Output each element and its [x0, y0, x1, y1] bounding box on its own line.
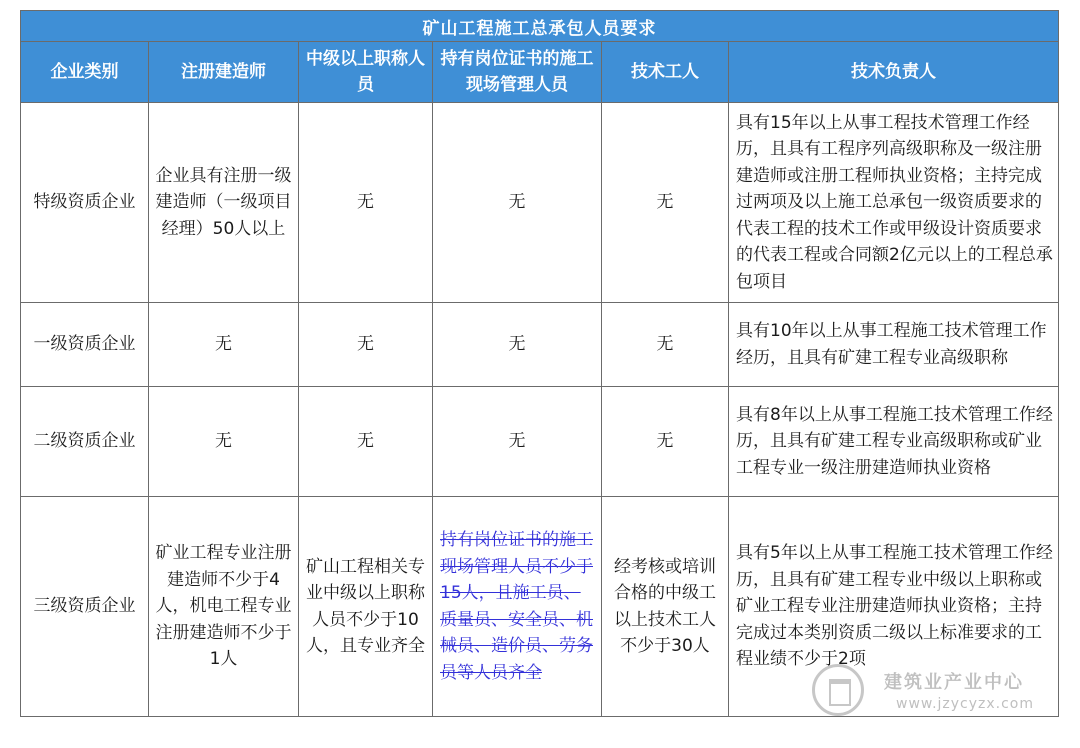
- table-row: [21, 103, 1059, 303]
- cell-workers: 无: [602, 303, 729, 387]
- cell-tech-lead: 具有10年以上从事工程施工技术管理工作经历，且具有矿建工程专业高级职称: [729, 303, 1059, 387]
- header-workers: 技术工人: [602, 42, 729, 103]
- cell-mid-title: 矿山工程相关专业中级以上职称人员不少于10人，且专业齐全: [299, 497, 433, 717]
- table-title-row: [21, 11, 1059, 42]
- cell-mid-title: 无: [299, 103, 433, 303]
- cell-category: 一级资质企业: [21, 303, 149, 387]
- watermark-name: 建筑业产业中心: [884, 672, 1024, 693]
- header-tech-lead: 技术负责人: [729, 42, 1059, 103]
- requirements-table-wrapper: [20, 10, 1058, 717]
- cell-site-managers: 无: [433, 387, 602, 497]
- cell-builder: 无: [149, 387, 299, 497]
- cell-category: 三级资质企业: [21, 497, 149, 717]
- watermark-seal-icon: [812, 664, 864, 716]
- cell-builder: 无: [149, 303, 299, 387]
- cell-tech-lead: 具有8年以上从事工程施工技术管理工作经历，且具有矿建工程专业高级职称或矿业工程专业一级注册建造师执业资格: [729, 387, 1059, 497]
- cell-tech-lead: 具有5年以上从事工程施工技术管理工作经历，且具有矿建工程专业中级以上职称或矿业工程专业注册建造师执业资格；主持完成过本类别资质二级以上标准要求的工程业绩不少于2项: [729, 497, 1059, 717]
- cell-workers: 无: [602, 103, 729, 303]
- cell-mid-title: 无: [299, 303, 433, 387]
- table-header-row: [21, 42, 1059, 103]
- table-row: [21, 303, 1059, 387]
- cell-site-managers-struck: 持有岗位证书的施工现场管理人员不少于15人，且施工员、质量员、安全员、机械员、造价员、劳务员等人员齐全: [433, 497, 602, 717]
- watermark: [812, 660, 1052, 720]
- cell-tech-lead: 具有15年以上从事工程技术管理工作经历，且具有工程序列高级职称及一级注册建造师或注册工程师执业资格；主持完成过两项及以上施工总承包一级资质要求的代表工程的技术工作或甲级设计资质要求的代表工程或合同额2亿元以上的工程总承包项目: [729, 103, 1059, 303]
- requirements-table: [20, 10, 1059, 717]
- cell-builder: 企业具有注册一级建造师（一级项目经理）50人以上: [149, 103, 299, 303]
- header-builder: 注册建造师: [149, 42, 299, 103]
- header-category: 企业类别: [21, 42, 149, 103]
- cell-workers: 无: [602, 387, 729, 497]
- cell-site-managers: 无: [433, 303, 602, 387]
- header-mid-title: 中级以上职称人员: [299, 42, 433, 103]
- cell-site-managers: 无: [433, 103, 602, 303]
- table-row: [21, 387, 1059, 497]
- header-site-managers: 持有岗位证书的施工现场管理人员: [433, 42, 602, 103]
- cell-mid-title: 无: [299, 387, 433, 497]
- cell-category: 特级资质企业: [21, 103, 149, 303]
- cell-workers: 经考核或培训合格的中级工以上技术工人不少于30人: [602, 497, 729, 717]
- table-title: 矿山工程施工总承包人员要求: [21, 11, 1059, 42]
- cell-category: 二级资质企业: [21, 387, 149, 497]
- cell-builder: 矿业工程专业注册建造师不少于4人，机电工程专业注册建造师不少于1人: [149, 497, 299, 717]
- watermark-url: www.jzycyzx.com: [896, 696, 1035, 712]
